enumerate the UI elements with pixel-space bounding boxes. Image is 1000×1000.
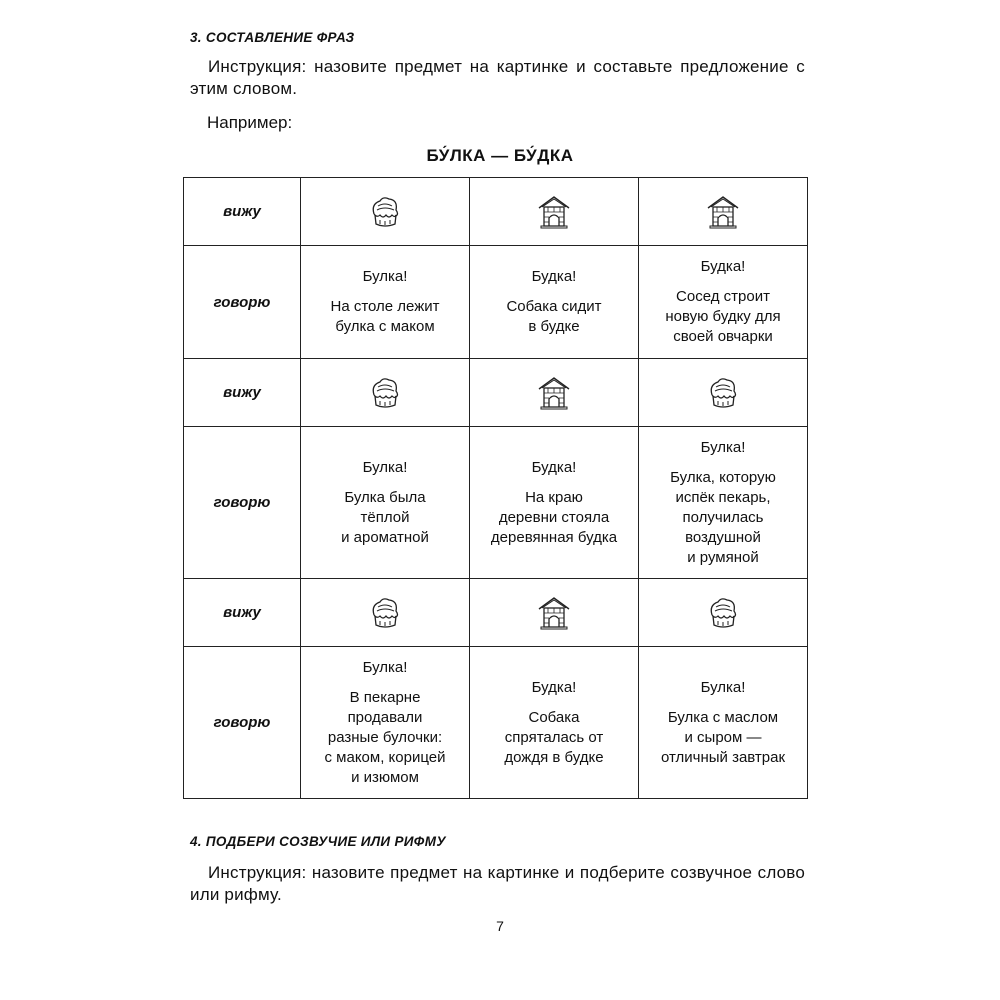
sentence: Собака сидит в будке — [506, 298, 602, 335]
picture-cell — [639, 359, 808, 427]
section-4-title: 4. ПОДБЕРИ СОЗВУЧИЕ ИЛИ РИФМУ — [190, 834, 446, 849]
doghouse-icon — [537, 384, 571, 401]
say-cell — [301, 427, 470, 579]
picture-cell — [470, 178, 639, 246]
say-cell — [301, 647, 470, 799]
see-row-3 — [184, 579, 808, 647]
example-label: Например: — [207, 113, 293, 132]
picture-cell — [639, 579, 808, 647]
say-cell — [470, 246, 639, 359]
say-label: говорю — [184, 427, 301, 579]
say-label: говорю — [184, 246, 301, 359]
word-exclaim: Булка! — [362, 268, 408, 285]
picture-cell — [470, 579, 639, 647]
bun-icon — [368, 604, 402, 621]
picture-cell — [639, 178, 808, 246]
word-exclaim: Булка! — [362, 458, 408, 476]
section-3-title: 3. СОСТАВЛЕНИЕ ФРАЗ — [190, 30, 355, 45]
word-exclaim: Будка! — [531, 678, 577, 696]
word-pair-heading: БУ́ЛКА — БУ́ДКА — [426, 146, 574, 165]
picture-cell — [301, 178, 470, 246]
say-cell — [470, 647, 639, 799]
word-exclaim: Будка! — [531, 458, 577, 476]
picture-cell — [301, 359, 470, 427]
say-cell — [639, 647, 808, 799]
sentence: На краю деревни стояла деревянная будка — [490, 488, 618, 546]
sentence: Булка, которую испёк пекарь, получилась воздушной и румяной — [670, 468, 776, 566]
say-label: говорю — [184, 647, 301, 799]
doghouse-icon — [706, 203, 740, 220]
bun-icon — [706, 384, 740, 401]
doghouse-icon — [537, 203, 571, 220]
sentence: Булка была тёплой и ароматной — [341, 488, 429, 546]
word-exclaim: Будка! — [531, 268, 577, 285]
say-row-1 — [184, 246, 808, 359]
bun-icon — [368, 384, 402, 401]
picture-cell — [301, 579, 470, 647]
section-3-instruction: Инструкция: назовите предмет на картинке и составьте предложение с этим словом. — [190, 57, 805, 98]
picture-cell — [470, 359, 639, 427]
say-cell — [301, 246, 470, 359]
doghouse-icon — [537, 604, 571, 621]
say-cell — [470, 427, 639, 579]
sentence: Сосед строит новую будку для своей овчарки — [665, 288, 781, 345]
bun-icon — [368, 203, 402, 220]
see-row-2 — [184, 359, 808, 427]
word-exclaim: Будка! — [700, 258, 746, 275]
say-cell — [639, 246, 808, 359]
say-row-2 — [184, 427, 808, 579]
say-cell — [639, 427, 808, 579]
see-label: вижу — [184, 359, 301, 427]
see-row-1 — [184, 178, 808, 246]
sentence: На столе лежит булка с маком — [330, 298, 440, 335]
word-exclaim: Булка! — [700, 438, 746, 456]
word-exclaim: Булка! — [362, 658, 408, 676]
phrase-table — [183, 177, 808, 799]
sentence: В пекарне продавали разные булочки: с маком, корицей и изюмом — [324, 688, 446, 786]
see-label: вижу — [184, 178, 301, 246]
sentence: Булка с маслом и сыром — отличный завтрак — [660, 708, 786, 766]
bun-icon — [706, 604, 740, 621]
word-exclaim: Булка! — [700, 678, 746, 696]
see-label: вижу — [184, 579, 301, 647]
section-4-instruction: Инструкция: назовите предмет на картинке и подберите созвучное слово или рифму. — [190, 863, 805, 904]
page-number: 7 — [496, 918, 504, 934]
say-row-3 — [184, 647, 808, 799]
sentence: Собака спряталась от дождя в будке — [504, 708, 604, 766]
